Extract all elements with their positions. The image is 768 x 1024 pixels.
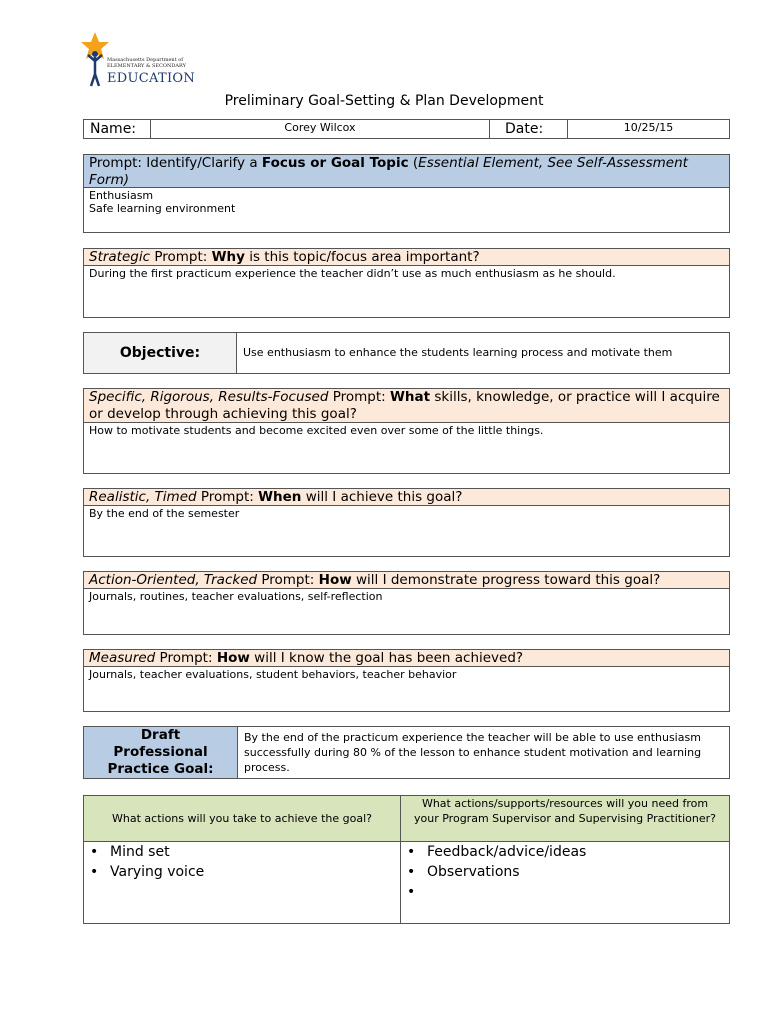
measured-section xyxy=(83,649,730,712)
star-figure-icon xyxy=(80,30,110,90)
realistic-response[interactable]: By the end of the semester xyxy=(89,507,240,520)
list-item: • Varying voice xyxy=(84,862,400,882)
specific-section xyxy=(83,388,730,474)
realistic-prompt-text: Prompt: xyxy=(196,489,259,505)
focus-prompt-paren: ( xyxy=(408,155,419,171)
action-prompt xyxy=(84,572,729,589)
draft-goal-row xyxy=(83,726,730,779)
action-prompt-italic: Action-Oriented, Tracked xyxy=(89,572,258,588)
date-label: Date: xyxy=(505,121,544,137)
strategic-prompt-rest: is this topic/focus area important? xyxy=(244,249,480,265)
measured-response[interactable]: Journals, teacher evaluations, student behaviors, teacher behavior xyxy=(89,668,457,681)
measured-prompt-bold: How xyxy=(216,650,250,666)
focus-prompt-italic: Essential Element, See Self-Assessment Form) xyxy=(89,155,688,188)
action-section xyxy=(83,571,730,635)
strategic-prompt-italic: Strategic xyxy=(89,249,151,265)
specific-prompt-italic: Specific, Rigorous, Results-Focused xyxy=(89,389,329,405)
objective-label: Objective: xyxy=(84,333,236,373)
name-value[interactable]: Corey Wilcox xyxy=(284,121,356,134)
realistic-section xyxy=(83,488,730,557)
draft-goal-value[interactable]: By the end of the practicum experience the teacher will be able to use enthusiasm successfully during 80 % of the lesson to enhance student motivation and learning process. xyxy=(244,731,702,774)
focus-prompt-text: Prompt: Identify/Clarify a xyxy=(89,155,262,171)
realistic-prompt xyxy=(84,489,729,506)
dese-logo xyxy=(80,30,200,90)
actions-col1-body[interactable] xyxy=(84,842,400,922)
action-prompt-rest: will I demonstrate progress toward this goal? xyxy=(351,572,661,588)
action-response[interactable]: Journals, routines, teacher evaluations, self-reflection xyxy=(89,590,383,603)
focus-response-line: Safe learning environment xyxy=(89,202,236,215)
list-item: • Mind set xyxy=(84,842,400,862)
page-title: Preliminary Goal-Setting & Plan Development xyxy=(224,93,544,109)
action-prompt-bold: How xyxy=(318,572,352,588)
realistic-prompt-bold: When xyxy=(258,489,302,505)
realistic-prompt-italic: Realistic, Timed xyxy=(89,489,197,505)
strategic-prompt-text: Prompt: xyxy=(150,249,212,265)
list-item: • Feedback/advice/ideas xyxy=(401,842,729,862)
list-item xyxy=(401,882,729,902)
strategic-prompt xyxy=(84,249,729,266)
action-prompt-text: Prompt: xyxy=(257,572,319,588)
realistic-prompt-rest: will I achieve this goal? xyxy=(301,489,463,505)
list-item: • Observations xyxy=(401,862,729,882)
focus-section xyxy=(83,154,730,233)
focus-response[interactable] xyxy=(84,188,729,216)
actions-table xyxy=(83,795,730,924)
focus-prompt-bold: Focus or Goal Topic xyxy=(261,155,409,171)
logo-line-2: ELEMENTARY & SECONDARY xyxy=(107,63,186,69)
strategic-response[interactable]: During the first practicum experience the teacher didn’t use as much enthusiasm as he should. xyxy=(89,267,616,280)
objective-row xyxy=(83,332,730,374)
measured-prompt-italic: Measured xyxy=(89,650,156,666)
logo-line-1: Massachusetts Department of xyxy=(107,57,184,63)
specific-prompt xyxy=(84,389,729,423)
focus-response-line: Enthusiasm xyxy=(89,189,154,202)
draft-goal-label: Draft Professional Practice Goal: xyxy=(84,727,237,778)
measured-prompt-rest: will I know the goal has been achieved? xyxy=(249,650,524,666)
name-label: Name: xyxy=(90,121,137,137)
actions-col1-header: What actions will you take to achieve the goal? xyxy=(84,796,400,842)
strategic-prompt-bold: Why xyxy=(211,249,245,265)
focus-prompt xyxy=(84,155,729,188)
actions-col2-body[interactable] xyxy=(401,842,729,922)
strategic-section xyxy=(83,248,730,318)
measured-prompt-text: Prompt: xyxy=(155,650,217,666)
objective-value[interactable]: Use enthusiasm to enhance the students learning process and motivate them xyxy=(243,346,673,359)
specific-prompt-bold: What xyxy=(389,389,431,405)
specific-prompt-rest: skills, knowledge, or practice will I acquire or develop through achieving this goal? xyxy=(89,389,720,422)
actions-col2-header: What actions/supports/resources will you need from your Program Supervisor and Supervising Practitioner? xyxy=(401,796,729,842)
name-date-row xyxy=(83,119,730,139)
date-value[interactable]: 10/25/15 xyxy=(623,121,674,134)
measured-prompt xyxy=(84,650,729,667)
specific-response[interactable]: How to motivate students and become excited even over some of the little things. xyxy=(89,424,544,437)
specific-prompt-text: Prompt: xyxy=(328,389,390,405)
logo-line-3: EDUCATION xyxy=(107,71,196,86)
